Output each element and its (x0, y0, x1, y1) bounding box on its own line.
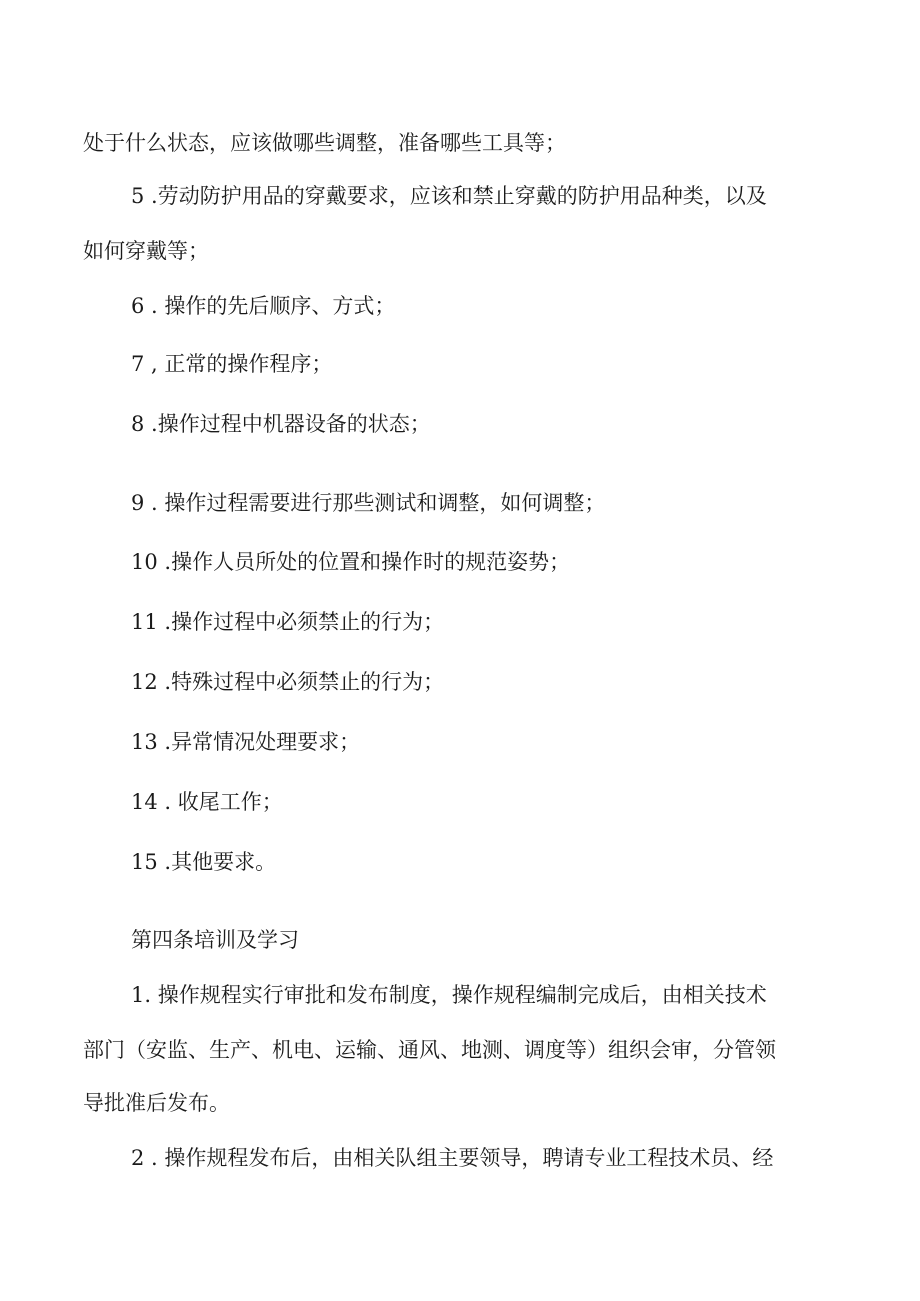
item-11: 11 .操作过程中必须禁止的行为； (131, 610, 445, 634)
item-7: 7 , 正常的操作程序； (131, 352, 333, 376)
item-13: 13 .异常情况处理要求； (131, 730, 361, 754)
para-1-line-3: 导批准后发布。 (83, 1091, 230, 1115)
text-line-1: 处于什么状态，应该做哪些调整，准备哪些工具等； (83, 131, 566, 155)
item-10: 10 .操作人员所处的位置和操作时的规范姿势； (131, 550, 571, 574)
section-heading: 第四条培训及学习 (131, 928, 299, 952)
item-12: 12 .特殊过程中必须禁止的行为； (131, 670, 445, 694)
item-5-line-1: 5 .劳动防护用品的穿戴要求，应该和禁止穿戴的防护用品种类，以及 (131, 184, 767, 208)
item-14: 14 . 收尾工作； (131, 790, 283, 814)
item-8: 8 .操作过程中机器设备的状态； (131, 412, 431, 436)
para-2-line-1: 2 . 操作规程发布后，由相关队组主要领导，聘请专业工程技术员、经 (131, 1146, 774, 1170)
para-1-line-1: 1. 操作规程实行审批和发布制度，操作规程编制完成后，由相关技术 (131, 983, 767, 1007)
item-6: 6 . 操作的先后顺序、方式； (131, 294, 396, 318)
para-1-line-2: 部门（安监、生产、机电、运输、通风、地测、调度等）组织会审，分管领 (83, 1038, 776, 1062)
item-15: 15 .其他要求。 (131, 850, 277, 874)
item-5-line-2: 如何穿戴等； (83, 239, 209, 263)
item-9: 9 . 操作过程需要进行那些测试和调整，如何调整； (131, 491, 606, 515)
